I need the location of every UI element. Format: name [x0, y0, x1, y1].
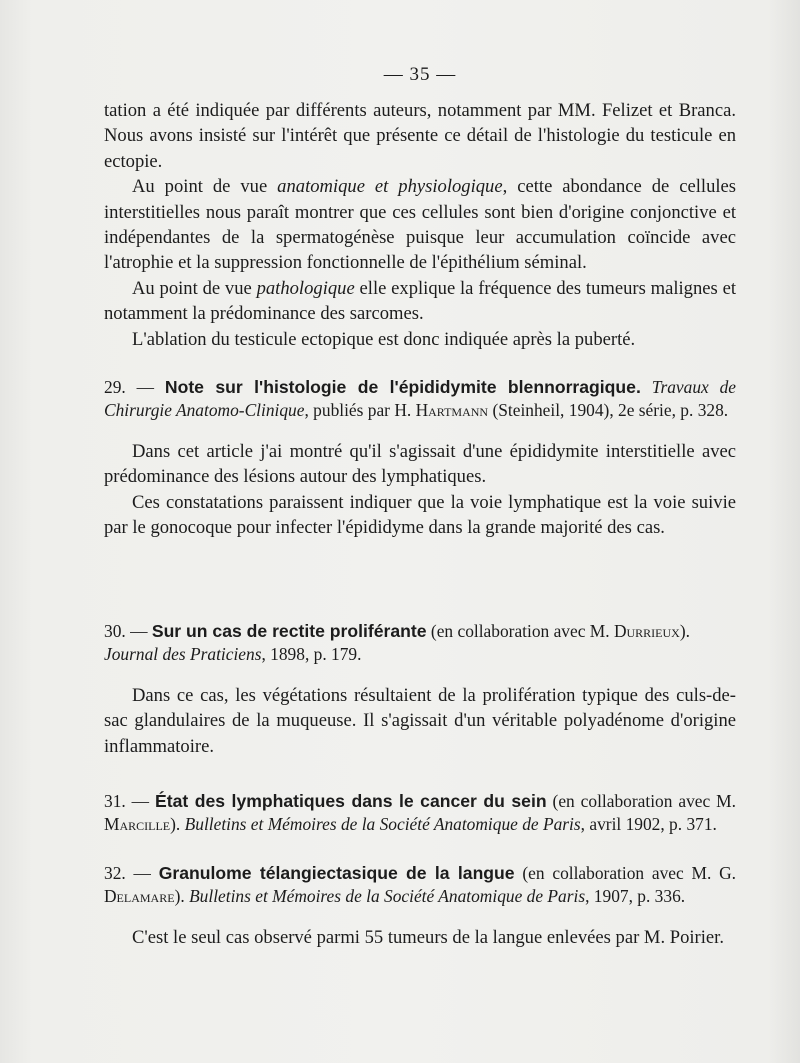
- entry-number: 29. —: [104, 377, 165, 397]
- entry-32-reference: [104, 862, 736, 907]
- citation-details: (Steinheil, 1904), 2e série, p. 328.: [488, 399, 729, 420]
- text-run: (en collaboration avec M.: [426, 621, 614, 641]
- text-run: Au point de vue: [132, 176, 278, 198]
- text-run: , cette abondance de cellules interstitielles nous paraît montrer que ces cellules sont bien d'origine conjonctive et indépendantes de la spermatogénèse puisque leur accumulation coïncide avec l'atrophie et la suppression fonctionnelle de l'épithélium séminal.: [104, 176, 737, 274]
- citation-title: Bulletins et Mémoires de la Société Anatomique de Paris: [184, 813, 581, 834]
- intro-paragraph-3: [104, 276, 736, 327]
- intro-paragraph-1: tation a été indiquée par différents auteurs, notamment par MM. Felizet et Branca. Nous avons insisté sur l'intérêt que présente ce détail de l'histologie du testicule en ectopie.: [104, 100, 736, 172]
- entry-number: 31. —: [104, 791, 156, 811]
- page-number: — 35 —: [383, 64, 457, 85]
- italic-run: anatomique et physiologique: [277, 176, 503, 198]
- entry-29: [104, 376, 736, 541]
- entry-29-reference: [104, 376, 736, 421]
- italic-run: pathologique: [256, 277, 355, 299]
- entry-title: Granulome télangiectasique de la langue: [158, 863, 515, 883]
- intro-section: [104, 98, 736, 352]
- intro-paragraph-2: [104, 174, 736, 276]
- citation-details: , avril 1902, p. 371.: [580, 813, 717, 834]
- entry-30-paragraph-1: Dans ce cas, les végétations résultaient de la prolifération typique des culs-de-sac glandulaires de la muqueuse. Il s'agissait d'un véritable polyadénome d'origine inflammatoire.: [104, 685, 736, 757]
- text-run: (en collaboration avec M. G.: [514, 863, 736, 883]
- citation-author: Hartmann: [415, 399, 489, 420]
- entry-29-paragraph-1: Dans cet article j'ai montré qu'il s'agissait d'une épididymite interstitielle avec prédominance des lésions autour des lymphatiques.: [104, 441, 736, 488]
- intro-paragraph-4: L'ablation du testicule ectopique est donc indiquée après la puberté.: [132, 328, 636, 350]
- entry-31-reference: [104, 790, 736, 835]
- text-run: , publiés par H.: [304, 399, 416, 420]
- citation-details: , 1898, p. 179.: [261, 643, 362, 664]
- collaborator-name: Marcille: [104, 813, 171, 834]
- entry-32: [104, 862, 736, 950]
- entry-number: 30. —: [104, 621, 152, 641]
- citation-title: Journal des Praticiens: [104, 643, 262, 664]
- collaborator-name: Delamare: [104, 885, 175, 906]
- entry-number: 32. —: [104, 863, 159, 883]
- collaborator-name: Durrieux: [613, 621, 680, 641]
- entry-title: Note sur l'histologie de l'épididymite blennorragique.: [164, 377, 641, 397]
- text-run: ).: [679, 621, 690, 641]
- text-run: (en collaboration avec M.: [546, 791, 736, 811]
- citation-title: Travaux de Chirurgie Anatomo-Clinique: [104, 377, 737, 420]
- citation-title: Bulletins et Mémoires de la Société Anatomique de Paris: [189, 885, 586, 906]
- text-run: elle explique la fréquence des tumeurs malignes et notamment la prédominance des sarcomes.: [104, 277, 736, 325]
- entry-29-paragraph-2: Ces constatations paraissent indiquer que la voie lymphatique est la voie suivie par le gonocoque pour infecter l'épididyme dans la grande majorité des cas.: [104, 491, 736, 539]
- entry-31: [104, 790, 736, 835]
- entry-32-paragraph-1: C'est le seul cas observé parmi 55 tumeurs de la langue enlevées par M. Poirier.: [132, 927, 724, 948]
- entry-title: Sur un cas de rectite proliférante: [151, 621, 427, 641]
- text-run: ).: [174, 885, 190, 906]
- entry-30-reference: [104, 620, 736, 665]
- citation-details: , 1907, p. 336.: [585, 885, 686, 906]
- text-run: Au point de vue: [132, 277, 257, 299]
- entry-title: État des lymphatiques dans le cancer du sein: [155, 791, 547, 811]
- text-run: ).: [170, 813, 185, 834]
- entry-30: [104, 620, 736, 759]
